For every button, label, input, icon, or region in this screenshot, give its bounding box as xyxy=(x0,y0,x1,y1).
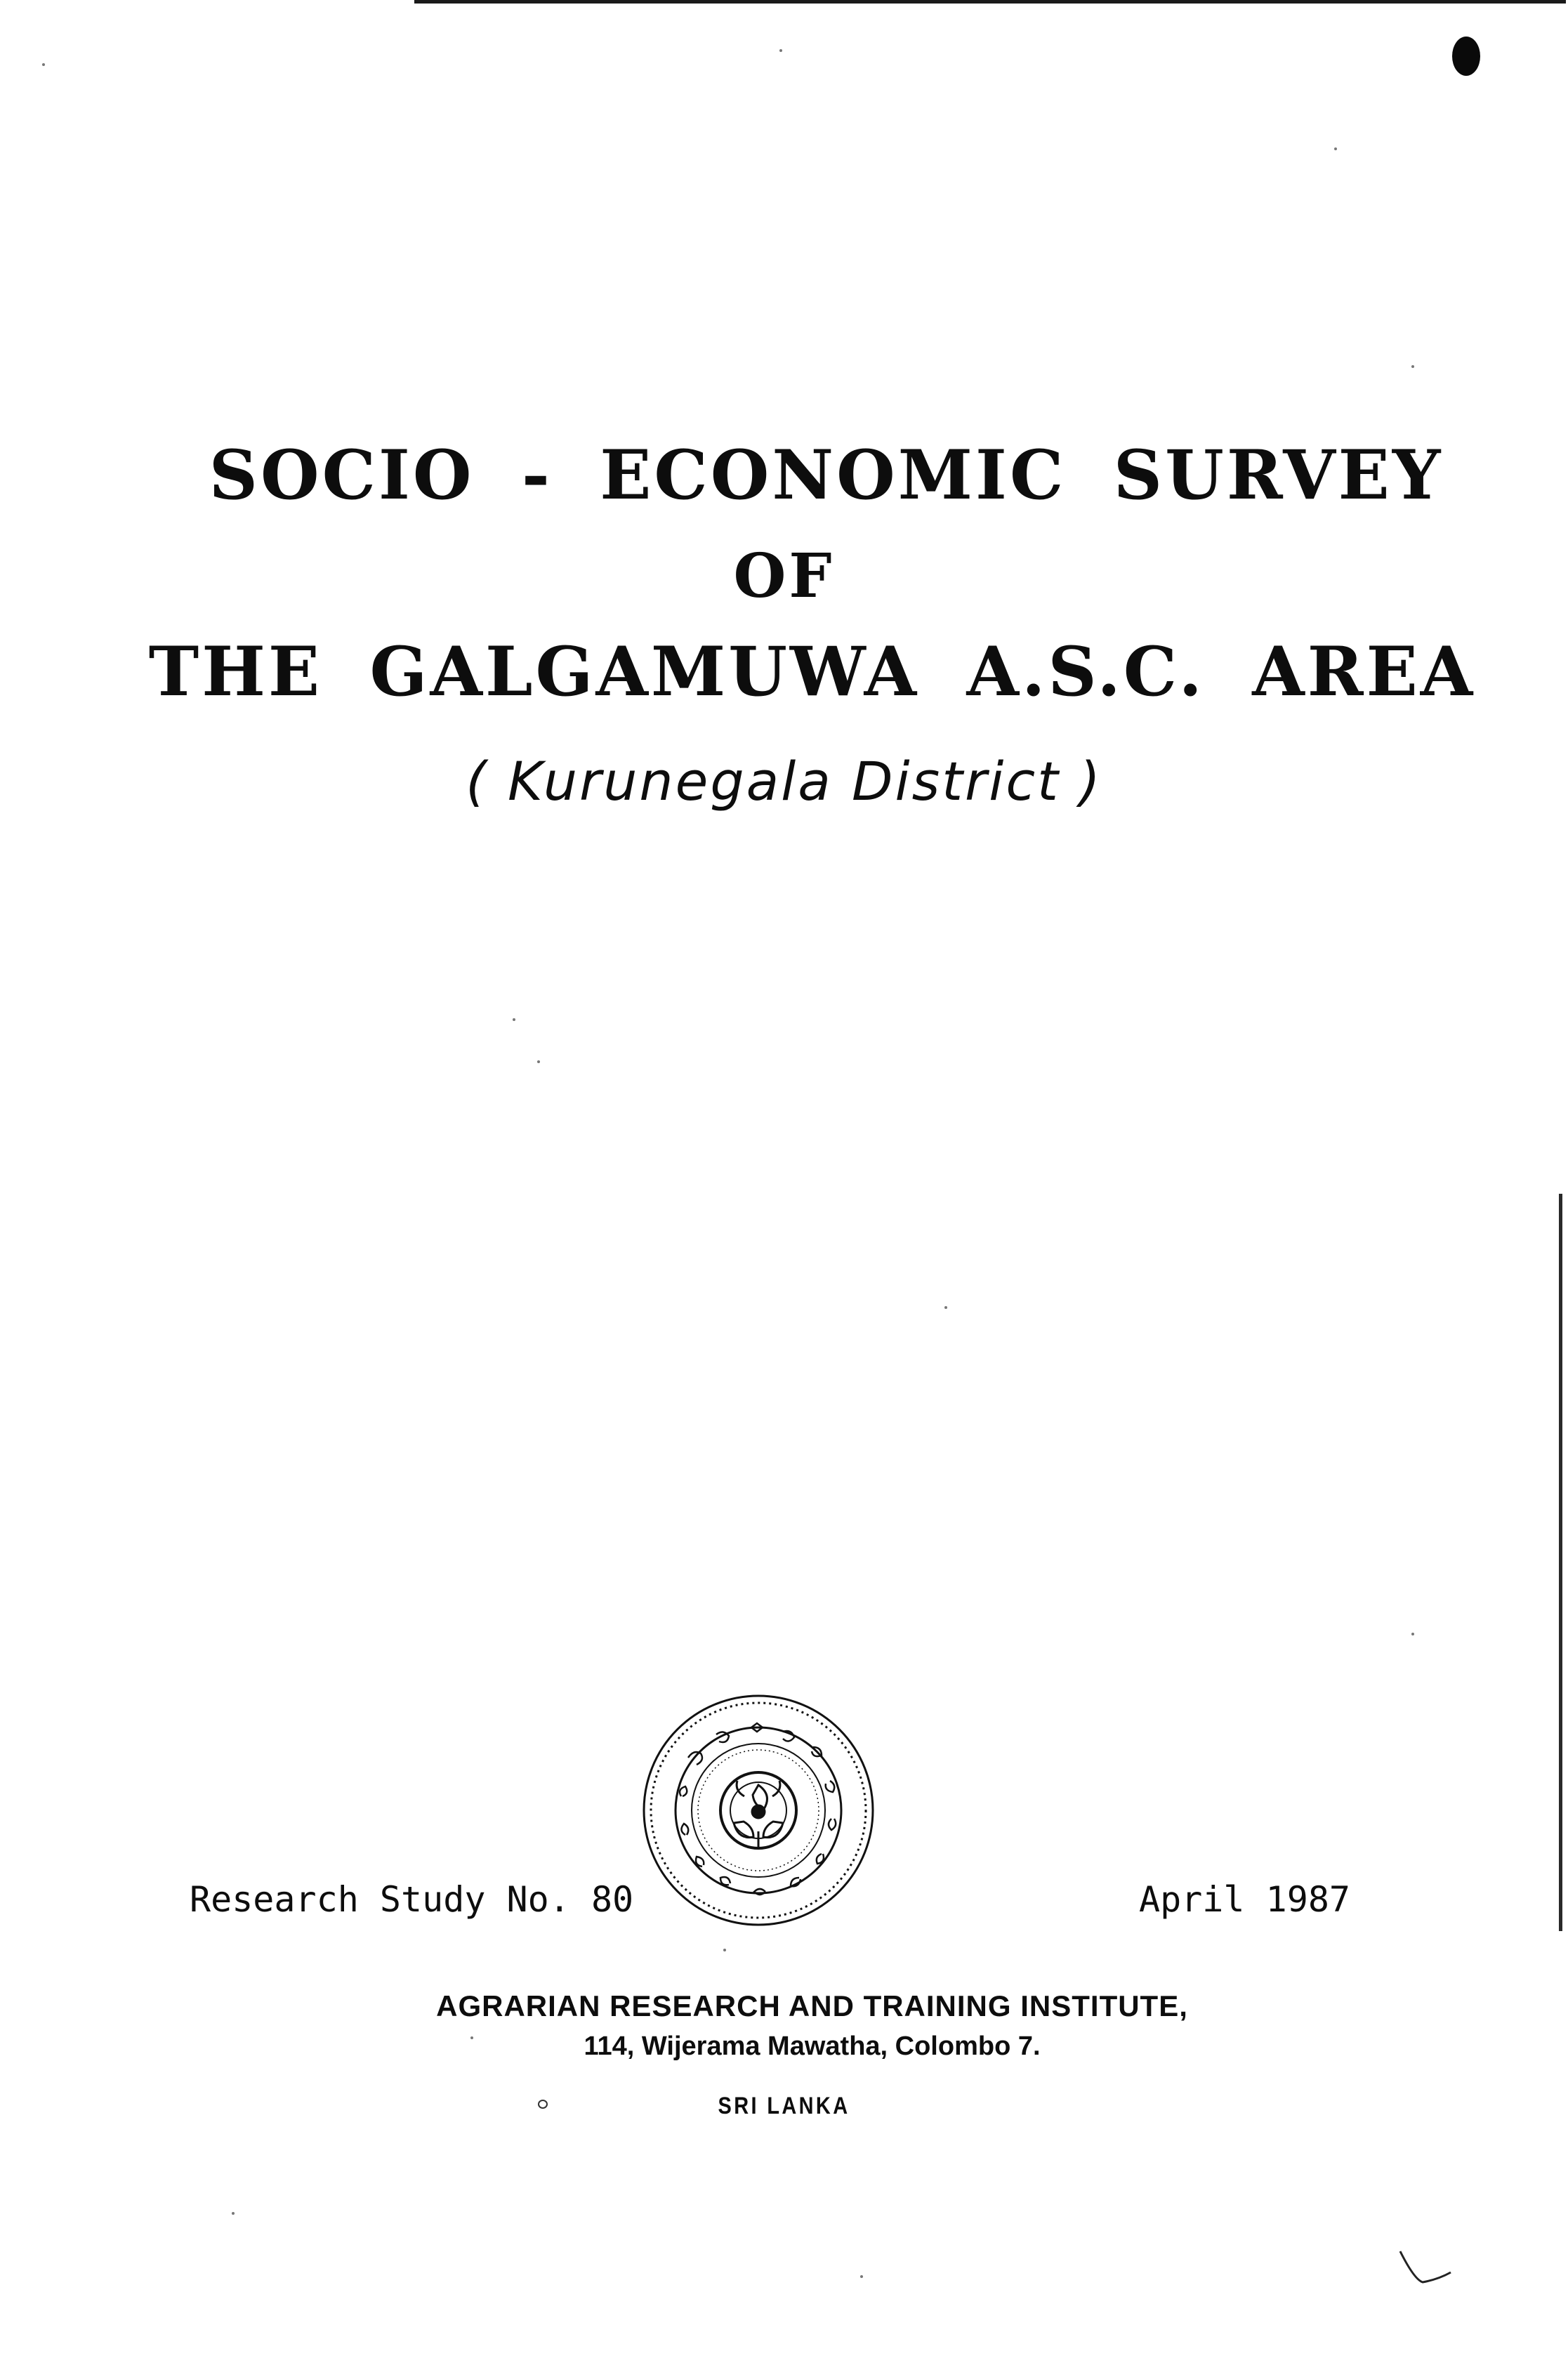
scan-speck xyxy=(537,1060,540,1063)
research-study-number: Research Study No. 80 xyxy=(190,1879,634,1920)
scan-speck xyxy=(779,49,782,52)
scan-speck xyxy=(860,2275,863,2278)
scan-speck xyxy=(42,63,45,66)
scan-speck xyxy=(1411,365,1414,368)
publication-date: April 1987 xyxy=(1139,1879,1351,1920)
small-ring-mark xyxy=(538,2100,548,2109)
top-edge-rule xyxy=(414,0,1566,4)
scan-speck xyxy=(723,1949,726,1951)
scan-speck xyxy=(1334,147,1337,150)
scan-speck xyxy=(1411,1633,1414,1635)
pencil-tick-mark xyxy=(1397,2247,1454,2289)
scan-speck xyxy=(944,1306,947,1309)
punch-hole-mark xyxy=(1452,37,1480,76)
institute-seal-icon xyxy=(639,1691,878,1930)
publisher-country: SRI LANKA xyxy=(718,2093,850,2119)
title-line-1: SOCIO - ECONOMIC SURVEY xyxy=(209,435,1444,515)
publisher-address: 114, Wijerama Mawatha, Colombo 7. xyxy=(584,2032,1041,2061)
scan-speck xyxy=(232,2212,235,2215)
subtitle-district: ( Kurunegala District ) xyxy=(466,750,1102,812)
title-line-3: THE GALGAMUWA A.S.C. AREA xyxy=(148,632,1476,711)
publisher-name: AGRARIAN RESEARCH AND TRAINING INSTITUTE, xyxy=(436,1989,1188,2022)
right-edge-rule xyxy=(1559,1194,1562,1931)
scan-speck xyxy=(513,1018,515,1021)
title-line-2: OF xyxy=(733,541,835,612)
scan-speck xyxy=(470,2036,473,2039)
